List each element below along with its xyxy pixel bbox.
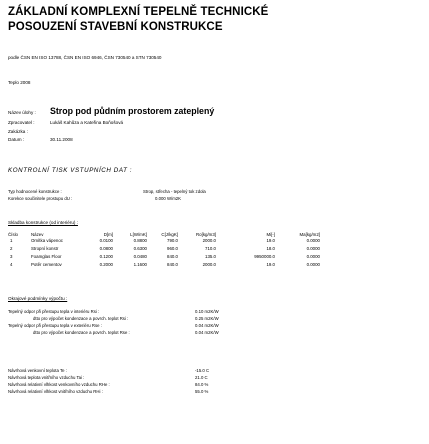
layers-table-cell: 0.0000 (306, 238, 320, 243)
layers-table-cell: 9950000.0 (254, 254, 275, 259)
correction-label: Korekce součinitele prostupu dU : (8, 196, 73, 201)
layers-table-header: C[J/kgK] (161, 232, 178, 237)
layers-table-cell: 4 (10, 262, 13, 267)
layers-table-cell: 2000.0 (202, 262, 216, 267)
client-label: Zakázka : (8, 129, 28, 134)
layers-table-cell: 710.0 (205, 246, 216, 251)
boundary-label: Tepelný odpor při přestupu tepla v exteriéru Rse : (8, 323, 102, 328)
layers-table-header: D[m] (103, 232, 113, 237)
correction-value: 0.000 W/m2K (155, 196, 182, 201)
layers-table-cell: 19.0 (266, 262, 275, 267)
layers-table-cell: 0.0480 (133, 254, 147, 259)
processor-value: Lukáš Kahůza a Kateřina Boňošová (50, 120, 124, 125)
task-value: Strop pod půdním prostorem zateplený (50, 106, 215, 116)
layers-table-header: Název (31, 232, 44, 237)
task-label: Název úlohy : (8, 110, 36, 115)
boundary-heading: Okrajové podmínky výpočtu : (8, 296, 68, 301)
control-heading: KONTROLNÍ TISK VSTUPNÍCH DAT : (8, 167, 133, 174)
climate-label: Návrhová relativní vlhkost venkovního vzduchu RHe : (8, 382, 110, 387)
layers-table-cell: Potěr cementov (31, 262, 62, 267)
boundary-value: 0.04 m2K/W (195, 330, 219, 335)
layers-table-cell: 0.8800 (133, 238, 147, 243)
boundary-label: Tepelný odpor při přestupu tepla v interiéru Rsi : (8, 309, 100, 314)
layers-table-cell: 0.2000 (99, 262, 113, 267)
layers-table-cell: Stropní konstr (31, 246, 59, 251)
layers-table-cell: Omítka vápenoc (31, 238, 63, 243)
layers-table-cell: 19.0 (266, 238, 275, 243)
layers-table-cell: Foamglas Floor (31, 254, 62, 259)
layers-table-header: Číslo (8, 232, 19, 237)
processor-label: Zpracovatel : (8, 120, 35, 125)
layers-table-header: L[W/mK] (130, 232, 147, 237)
layers-table-cell: 790.0 (167, 238, 178, 243)
climate-label: Návrhová teplota vnitřního vzduchu Tai : (8, 375, 85, 380)
layers-table-cell: 1.1600 (133, 262, 147, 267)
climate-value: 55.0 % (195, 389, 209, 394)
construction-type-value: Strop, střecha - tepelný tok zdola (143, 189, 206, 194)
program-name: Teplo 2008 (8, 80, 31, 85)
layers-table-cell: 1 (10, 238, 13, 243)
layers-table-cell: 0.0000 (306, 254, 320, 259)
boundary-label: dtto pro výpočet kondenzace a povrch. teplot Rsi : (33, 316, 129, 321)
layers-table-cell: 840.0 (167, 262, 178, 267)
layers-table-cell: 2000.0 (202, 238, 216, 243)
layers-table-header: Ma[kg/m2] (299, 232, 320, 237)
layers-table-cell: 0.1200 (99, 254, 113, 259)
layers-table-cell: 18.0 (266, 246, 275, 251)
layers-table-cell: 135.0 (205, 254, 216, 259)
climate-label: Návrhová relativní vlhkost vnitřního vzduchu RHi : (8, 389, 103, 394)
construction-type-label: Typ hodnocené konstrukce : (8, 189, 62, 194)
layers-table-cell: 0.0000 (306, 262, 320, 267)
layers-table-header: Mi[-] (266, 232, 275, 237)
boundary-label: dtto pro výpočet kondenzace a povrch. teplot Rse : (33, 330, 130, 335)
date-label: Datum : (8, 137, 25, 142)
date-value: 30.11.2008 (50, 137, 73, 142)
document-title-line-2: POSOUZENÍ STAVEBNÍ KONSTRUKCE (8, 21, 223, 33)
boundary-value: 0.04 m2K/W (195, 323, 219, 328)
layers-table-cell: 0.0800 (99, 246, 113, 251)
layers-table-cell: 840.0 (167, 254, 178, 259)
layers-heading: Skladba konstrukce (od interiéru) : (8, 220, 78, 225)
climate-value: 21.0 C (195, 375, 208, 380)
layers-table-cell: 0.6300 (133, 246, 147, 251)
standards-line: podle ČSN EN ISO 13788, ČSN EN ISO 6946, ČSN 730540 a STN 730540 (8, 55, 162, 60)
document-title-line-1: ZÁKLADNÍ KOMPLEXNÍ TEPELNĚ TECHNICKÉ (8, 6, 269, 18)
layers-table-cell: 2 (10, 246, 13, 251)
climate-label: Návrhová venkovní teplota Te : (8, 368, 67, 373)
layers-table-header: Ro[kg/m3] (195, 232, 216, 237)
climate-value: 84.0 % (195, 382, 209, 387)
climate-value: -15.0 C (195, 368, 210, 373)
layers-table-cell: 960.0 (167, 246, 178, 251)
layers-table-cell: 3 (10, 254, 13, 259)
boundary-value: 0.10 m2K/W (195, 309, 219, 314)
layers-table-cell: 0.0100 (99, 238, 113, 243)
boundary-value: 0.25 m2K/W (195, 316, 219, 321)
layers-table-cell: 0.0000 (306, 246, 320, 251)
